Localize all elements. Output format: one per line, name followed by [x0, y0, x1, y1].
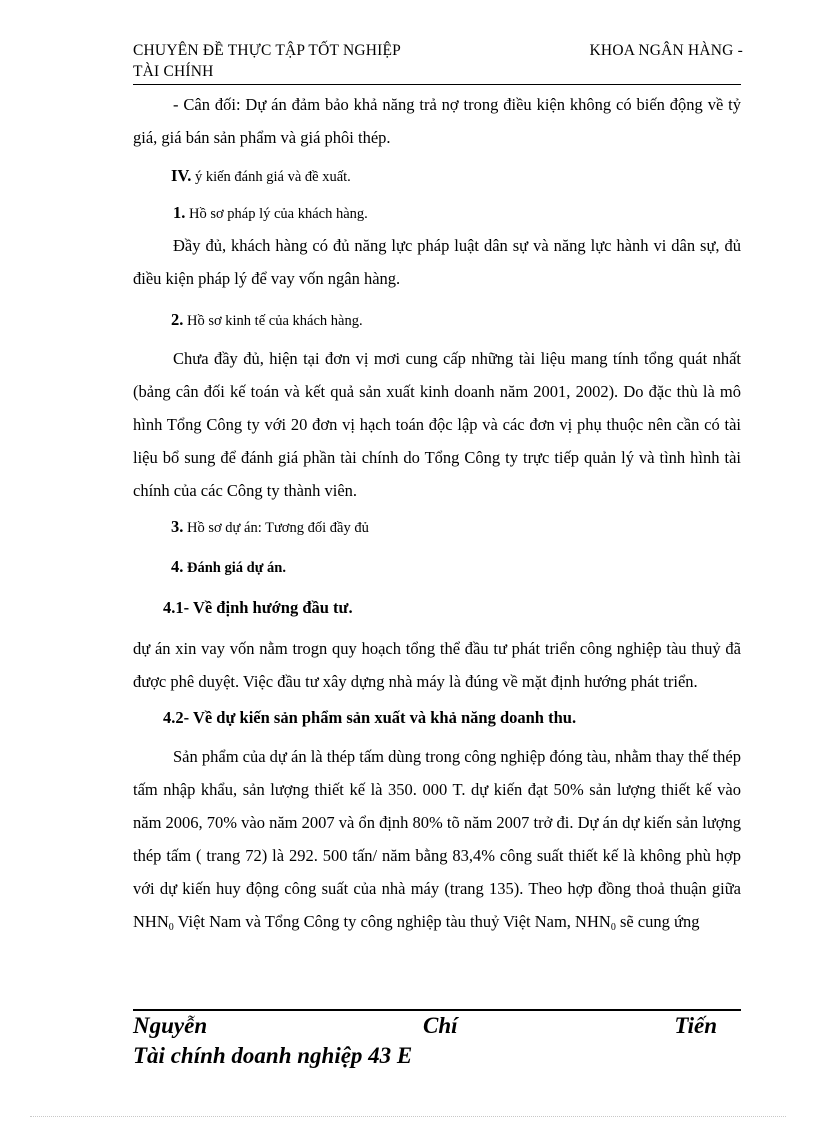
subheading-project-evaluation	[171, 555, 286, 580]
paragraph-products-revenue	[133, 740, 741, 944]
subheading-4-2	[163, 706, 576, 730]
paragraph-products-text-c: sẽ cung ứng	[615, 912, 700, 931]
subheading-4-2-text: 4.2- Về dự kiến sản phẩm sản xuất và khả năng doanh thu.	[163, 708, 577, 727]
subheading-title: Hồ sơ kinh tế của khách hàng.	[183, 313, 363, 329]
header-left-title: CHUYÊN ĐỀ THỰC TẬP TỐT NGHIỆP	[133, 42, 401, 59]
author-last-name: Tiến	[674, 1013, 717, 1038]
paragraph-balance: - Cân đối: Dự án đảm bảo khả năng trả nợ trong điều kiện không có biến động về tỷ giá, giá bán sản phẩm và giá phôi thép.	[133, 95, 741, 147]
subheading-title: Hồ sơ pháp lý của khách hàng.	[185, 206, 368, 222]
header-right-title: KHOA NGÂN HÀNG -	[589, 42, 743, 59]
paragraph-investment-orientation: dự án xin vay vốn nằm trogn quy hoạch tổng thể đầu tư phát triển công nghiệp tàu thuỷ đã được phê duyệt. Việc đầu tư xây dựng nhà máy là đúng về mặt định hướng phát triển.	[133, 639, 741, 691]
section-title: ý kiến đánh giá và đề xuất.	[191, 169, 351, 185]
subheading-number: 2.	[171, 310, 184, 329]
paragraph-products-text-b: Việt Nam và Tổng Công ty công nghiệp tàu thuỷ Việt Nam, NHN	[173, 912, 611, 931]
header-divider	[133, 84, 741, 85]
subheading-project-records	[171, 515, 369, 540]
subheading-number: 1.	[173, 203, 186, 222]
author-middle-name: Chí	[423, 1013, 458, 1038]
subheading-legal-records	[173, 201, 368, 226]
subheading-title: Đánh giá dự án.	[183, 560, 286, 576]
subscript-zero: 0	[610, 922, 616, 933]
author-class: Tài chính doanh nghiệp 43 E	[133, 1043, 413, 1068]
author-first-name: Nguyễn	[133, 1013, 208, 1038]
subheading-title: Hồ sơ dự án: Tương đối đầy đủ	[183, 520, 369, 536]
footer-divider	[133, 1009, 741, 1011]
subscript-zero: 0	[168, 922, 174, 933]
subheading-economic-records	[171, 308, 363, 333]
page-bottom-dotted-line	[30, 1116, 786, 1117]
section-heading-iv	[171, 164, 351, 189]
subheading-number: 4.	[171, 557, 184, 576]
header-second-line: TÀI CHÍNH	[133, 63, 214, 80]
paragraph-economic: Chưa đầy đủ, hiện tại đơn vị mơi cung cấp những tài liệu mang tính tổng quát nhất (bảng cân đối kế toán và kết quả sản xuất kinh doanh năm 2001, 2002). Do đặc thù là mô hình Tổng Công ty với 20 đơn vị hạch toán độc lập và các đơn vị phụ thuộc nên cần có tài liệu bổ sung để đánh giá phần tài chính do Tổng Công ty trực tiếp quản lý và tình hình tài chính của các Công ty thành viên.	[133, 349, 741, 500]
paragraph-legal: Đầy đủ, khách hàng có đủ năng lực pháp luật dân sự và năng lực hành vi dân sự, đủ điều kiện pháp lý để vay vốn ngân hàng.	[133, 236, 741, 288]
paragraph-products-text-a: Sản phẩm của dự án là thép tấm dùng trong công nghiệp đóng tàu, nhằm thay thế thép tấm nhập khẩu, sản lượng thiết kế là 350. 000 T. dự kiến đạt 50% sản lượng thiết kế vào năm 2006, 70% vào năm 2007 và ổn định 80% tõ năm 2007 trở đi. Dự án dự kiến sản lượng thép tấm ( trang 72) là 292. 500 tấn/ năm bằng 83,4% công suất thiết kế là không phù hợp với dự kiến huy động công suất của nhà máy (trang 135). Theo hợp đồng thoả thuận giữa NHN	[133, 747, 741, 931]
subheading-4-1: 4.1- Về định hướng đầu tư.	[163, 598, 353, 617]
section-number: IV.	[171, 166, 192, 185]
subheading-number: 3.	[171, 517, 184, 536]
